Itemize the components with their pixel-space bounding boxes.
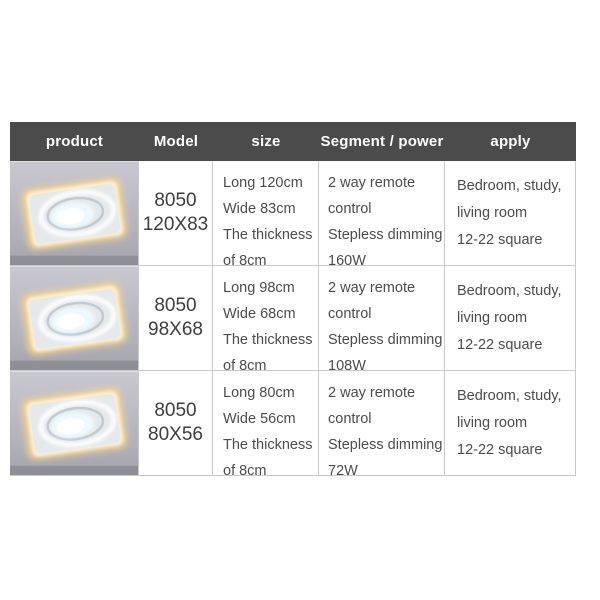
model-size-code: 98X68 [148, 319, 203, 340]
segment-power-cell [319, 371, 445, 476]
header-product: product [45, 133, 104, 150]
segment-power-cell [319, 161, 445, 266]
header-model: Model [153, 133, 199, 150]
product-spec-table [10, 122, 576, 476]
size-wide: Wide 83cm [223, 201, 296, 217]
segment-power-cell [319, 266, 445, 371]
size-cell [213, 266, 319, 371]
model-size-code: 80X56 [148, 424, 203, 445]
size-cell [213, 161, 319, 266]
model-cell [139, 371, 213, 476]
table-row [10, 371, 576, 476]
size-wide: Wide 68cm [223, 306, 296, 322]
apply-area: 12-22 square [457, 441, 543, 458]
size-thickness: The thickness of 8cm [223, 332, 313, 371]
power-remote: 2 way remote control [328, 280, 416, 322]
apply-cell [445, 161, 576, 266]
model-size-code: 120X83 [142, 214, 209, 235]
size-long: Long 80cm [223, 385, 295, 401]
product-photo [10, 161, 139, 266]
power-wattage: 108W [328, 358, 366, 371]
size-cell [213, 371, 319, 476]
apply-area: 12-22 square [457, 231, 543, 248]
power-remote: 2 way remote control [328, 175, 416, 217]
power-wattage: 160W [328, 253, 366, 266]
product-photo [10, 266, 139, 371]
ceiling-lamp-illustration [10, 161, 138, 266]
size-long: Long 98cm [223, 280, 295, 296]
power-wattage: 72W [328, 463, 358, 476]
ceiling-lamp-illustration [10, 266, 138, 371]
model-cell [139, 161, 213, 266]
power-remote: 2 way remote control [328, 385, 416, 427]
product-photo [10, 371, 139, 476]
power-dimming: Stepless dimming [328, 437, 443, 453]
header-segment-power: Segment / power [320, 133, 444, 150]
apply-rooms: Bedroom, study, living room [457, 282, 562, 326]
model-number: 8050 [154, 295, 197, 316]
table-row [10, 266, 576, 371]
table-row [10, 161, 576, 266]
ceiling-lamp-illustration [10, 371, 138, 476]
size-long: Long 120cm [223, 175, 303, 191]
table-header-row [10, 122, 576, 161]
size-wide: Wide 56cm [223, 411, 296, 427]
apply-cell [445, 266, 576, 371]
model-number: 8050 [154, 190, 197, 211]
apply-area: 12-22 square [457, 336, 543, 353]
model-cell [139, 266, 213, 371]
size-thickness: The thickness of 8cm [223, 437, 313, 476]
apply-rooms: Bedroom, study, living room [457, 177, 562, 221]
apply-cell [445, 371, 576, 476]
model-number: 8050 [154, 400, 197, 421]
power-dimming: Stepless dimming [328, 332, 443, 348]
header-apply: apply [490, 133, 531, 150]
header-size: size [251, 133, 281, 150]
size-thickness: The thickness of 8cm [223, 227, 313, 266]
power-dimming: Stepless dimming [328, 227, 443, 243]
apply-rooms: Bedroom, study, living room [457, 387, 562, 431]
